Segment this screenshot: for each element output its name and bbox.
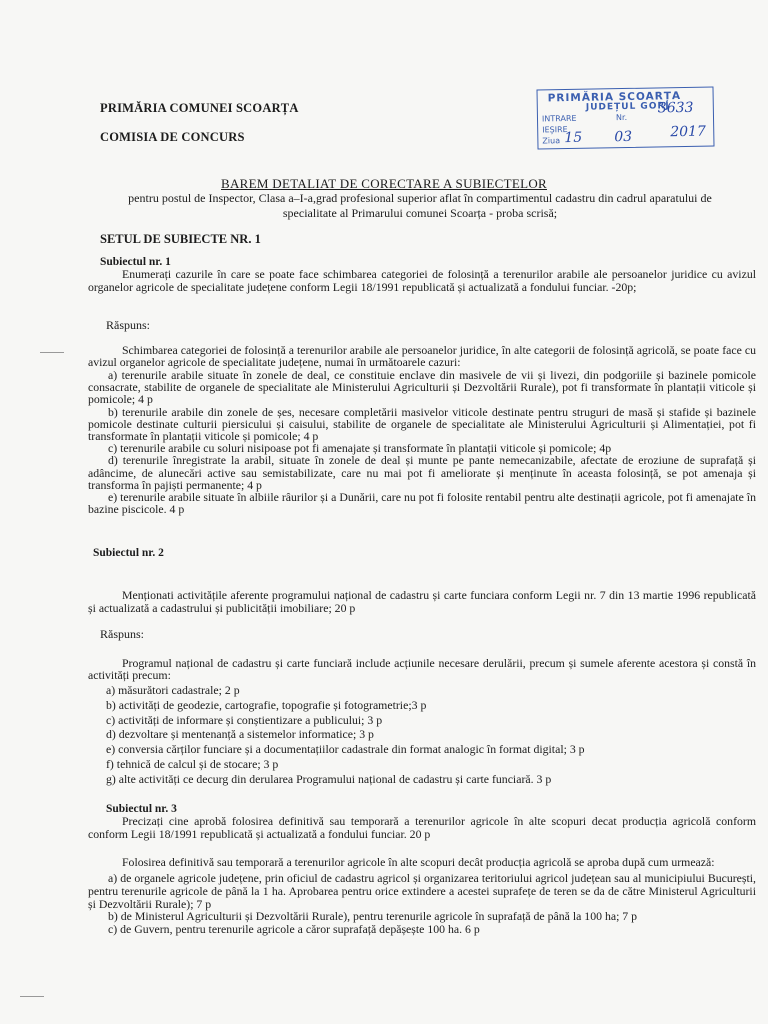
subject-3-answer-list (88, 872, 756, 936)
document-title: BAREM DETALIAT DE CORECTARE A SUBIECTELOR (221, 176, 547, 191)
stamp-nr-label: Nr. (615, 112, 628, 123)
stamp-title: PRIMĂRIA SCOARȚA (547, 90, 682, 105)
list-item: a) măsurători cadastrale; 2 p (106, 683, 240, 697)
list-item: c) de Guvern, pentru terenurile agricole a căror suprafață depășește 100 ha. 6 p (108, 922, 480, 937)
list-item: b) activități de geodezie, cartografie, topografie și fotogrametrie;3 p (106, 697, 427, 712)
subject-1-heading: Subiectul nr. 1 (100, 256, 171, 268)
list-item: e) terenurile arabile situate în albiile râurilor și a Dunării, care nu pot fi folosite rentabil pentru alte destinații agricole, pot fi amenajate în bazine piscicole. 4 p (88, 490, 756, 517)
list-item: d) dezvoltare și mentenanță a sistemelor informatice; 3 p (106, 727, 374, 742)
subject-2-intro: Programul național de cadastru și carte funciară include acțiunile necesare derulării, precum și sumele aferente acestora și constă în activități precum: (88, 656, 756, 683)
stamp-intrare-label: INTRARE (541, 113, 577, 124)
stamp-handwritten-day: 15 (564, 129, 583, 147)
list-item: e) conversia cărților funciare și a documentațiilor cadastrale din format analogic în format digital; 3 p (106, 742, 585, 757)
subject-2-question: Menționati activitățile aferente programului național de cadastru și carte funciara conform Legii nr. 7 din 13 martie 1996 republicată și actualizată a cadastrului și publicității imobiliare; 20 p (88, 588, 756, 615)
subject-1-answer-list (88, 369, 756, 515)
committee-name: COMISIA DE CONCURS (100, 130, 245, 144)
subject-1-answer-label: Răspuns: (106, 318, 151, 332)
stamp-handwritten-year: 2017 (670, 123, 707, 141)
stamp-handwritten-month: 03 (614, 128, 633, 146)
list-item: b) terenurile arabile din zonele de șes, necesare completării masivelor viticole destinate pentru struguri de masă și stafide și bazinele pomicole destinate culturii piersicului și caisului, stabilite de organele de specialitate ale Ministerului Agriculturii și Alimentației, pot fi transformate în plantații viticole și pomicole; 4 p (88, 404, 756, 444)
subject-1-question: Enumerați cazurile în care se poate face schimbarea categoriei de folosință a terenurilor arabile ale persoanelor juridice cu avizul organelor agricole de specialitate județene conform Legii 18/1991 republicată și actualizată a fondului funciar. -20p; (88, 267, 756, 294)
institution-name: PRIMĂRIA COMUNEI SCOARȚA (100, 101, 299, 115)
subject-1-intro: Schimbarea categoriei de folosință a terenurilor arabile ale persoanelor juridice, în alte categorii de folosință agricolă, se poate face cu avizul organelor agricole de specialitate județene, numai în următoarele cazuri: (88, 343, 756, 370)
list-item: d) terenurile înregistrate la arabil, situate în zonele de deal și munte pe pante nemecanizabile, afectate de eroziune de suprafață și adâncime, de alunecări active sau semistabilizate, care nu mai pot fi ameliorate și menținute în aceasta folosință, se pot amenaja și transforma în pajiști permanente; 4 p (88, 453, 756, 492)
list-item: b) de Ministerul Agriculturii și Dezvoltării Rurale), pentru terenurile agricole în suprafață de până la 100 ha; 7 p (108, 909, 638, 924)
list-item: f) tehnică de calcul și de stocare; 3 p (106, 756, 279, 771)
subject-3-heading: Subiectul nr. 3 (106, 803, 177, 815)
subject-3-intro: Folosirea definitivă sau temporară a terenurilor agricole în alte scopuri decât producția agricolă se aproba după cum urmează: (122, 855, 715, 869)
margin-mark (20, 996, 44, 997)
registration-stamp (536, 86, 714, 149)
subject-3-question: Precizați cine aprobă folosirea definitivă sau temporară a terenurilor agricole în alte scopuri decat producția agricolă conform conform Legii 18/1991 republicată și actualizată a fondului funciar. 20 p (88, 814, 756, 841)
list-item: g) alte activități ce decurg din derularea Programului național de cadastru și carte funciară. 3 p (106, 771, 552, 786)
list-item: c) terenurile arabile cu soluri nisipoase pot fi amenajate și transformate în plantații viticole și pomicole; 4p (108, 441, 612, 456)
subject-2-heading: Subiectul nr. 2 (93, 547, 164, 559)
list-item: a) terenurile arabile situate în zonele de deal, ce constituie enclave din masivele de vii și livezi, din podgoriile și bazinele pomicole consacrate, stabilite de organele de specialitate ale Ministerului Agriculturii și Dezvoltării Rurale), pot fi transformate în plantații viticole și pomicole; 4 p (88, 368, 756, 407)
subject-2-answer-label: Răspuns: (100, 627, 145, 641)
stamp-handwritten-number: 3633 (657, 99, 694, 117)
margin-mark (40, 352, 64, 353)
list-item: c) activități de informare și conștientizare a publicului; 3 p (106, 712, 383, 727)
document-subtitle: pentru postul de Inspector, Clasa a–I-a,grad profesional superior aflat în compartimentul cadastru din cadrul aparatului de specialitate al Primarului comunei Scoarța - proba scrisă; (128, 191, 712, 220)
stamp-ziua-label: Ziua (542, 136, 561, 146)
stamp-iesire-label: IEȘIRE (542, 125, 568, 135)
subject-2-answer-list (88, 683, 756, 787)
stamp-subtitle: JUDEȚUL GORJ (585, 101, 670, 113)
list-item: a) de organele agricole județene, prin oficiul de cadastru agricol și organizarea teritoriului agricol județean sau al municipiului București, pentru terenurile agricole de până la 1 ha. Aprobarea pentru orice extindere a acestei suprafețe de teren se da de către Ministerul Agriculturii și Dezvoltării Rurale); 7 p (88, 871, 756, 911)
set-title: SETUL DE SUBIECTE NR. 1 (100, 232, 261, 246)
